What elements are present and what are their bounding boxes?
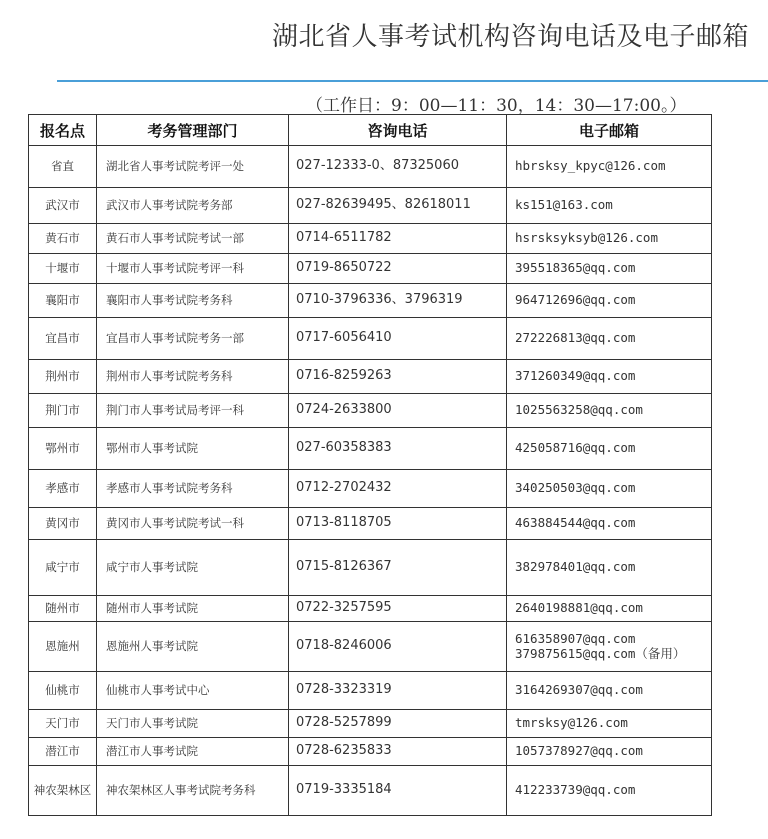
email-address: hsrsksyksyb@126.com xyxy=(515,230,658,246)
email-address: 616358907@qq.com xyxy=(515,631,636,647)
cell-city: 天门市 xyxy=(29,710,97,738)
cell-city: 咸宁市 xyxy=(29,540,97,596)
cell-city: 鄂州市 xyxy=(29,428,97,470)
cell-city: 恩施州 xyxy=(29,622,97,672)
cell-phone: 027-82639495、82618011 xyxy=(289,188,507,224)
table-row xyxy=(29,672,712,710)
cell-department: 恩施州人事考试院 xyxy=(97,622,289,672)
table-row xyxy=(29,318,712,360)
cell-department: 潜江市人事考试院 xyxy=(97,738,289,766)
cell-email xyxy=(507,318,712,360)
cell-email xyxy=(507,596,712,622)
table-row xyxy=(29,508,712,540)
cell-phone: 0714-6511782 xyxy=(289,224,507,254)
cell-department: 仙桃市人事考试中心 xyxy=(97,672,289,710)
email-address: 412233739@qq.com xyxy=(515,782,636,798)
email-address: 395518365@qq.com xyxy=(515,260,636,276)
contact-table xyxy=(28,114,712,816)
table-row xyxy=(29,394,712,428)
email-address: 425058716@qq.com xyxy=(515,440,636,456)
table-row xyxy=(29,766,712,816)
cell-city: 黄石市 xyxy=(29,224,97,254)
cell-email xyxy=(507,508,712,540)
email-address: 1025563258@qq.com xyxy=(515,402,643,418)
email-address: 340250503@qq.com xyxy=(515,480,636,496)
cell-phone: 0719-3335184 xyxy=(289,766,507,816)
cell-email xyxy=(507,470,712,508)
email-address: 1057378927@qq.com xyxy=(515,743,643,759)
table-row xyxy=(29,540,712,596)
cell-email xyxy=(507,710,712,738)
cell-phone: 0728-3323319 xyxy=(289,672,507,710)
cell-department: 十堰市人事考试院考评一科 xyxy=(97,254,289,284)
cell-email xyxy=(507,766,712,816)
email-address: hbrsksy_kpyc@126.com xyxy=(515,158,666,174)
cell-department: 湖北省人事考试院考评一处 xyxy=(97,146,289,188)
cell-phone: 0717-6056410 xyxy=(289,318,507,360)
table-row xyxy=(29,146,712,188)
cell-phone: 0716-8259263 xyxy=(289,360,507,394)
email-address: 382978401@qq.com xyxy=(515,559,636,575)
table-row xyxy=(29,738,712,766)
cell-phone: 0715-8126367 xyxy=(289,540,507,596)
cell-department: 荆门市人事考试局考评一科 xyxy=(97,394,289,428)
email-address: 964712696@qq.com xyxy=(515,292,636,308)
table-row xyxy=(29,254,712,284)
cell-phone: 0718-8246006 xyxy=(289,622,507,672)
page-title: 湖北省人事考试机构咨询电话及电子邮箱 xyxy=(272,22,750,52)
table-header-row xyxy=(29,115,712,146)
table-row xyxy=(29,470,712,508)
cell-phone: 027-60358383 xyxy=(289,428,507,470)
cell-city: 宜昌市 xyxy=(29,318,97,360)
table-row xyxy=(29,428,712,470)
cell-city: 仙桃市 xyxy=(29,672,97,710)
cell-department: 随州市人事考试院 xyxy=(97,596,289,622)
cell-department: 咸宁市人事考试院 xyxy=(97,540,289,596)
cell-email xyxy=(507,146,712,188)
header-registration-point: 报名点 xyxy=(29,115,97,146)
table-row xyxy=(29,710,712,738)
cell-phone: 0713-8118705 xyxy=(289,508,507,540)
cell-city: 荆门市 xyxy=(29,394,97,428)
cell-email xyxy=(507,284,712,318)
email-address: ks151@163.com xyxy=(515,197,613,213)
cell-phone: 027-12333-0、87325060 xyxy=(289,146,507,188)
title-divider xyxy=(57,80,768,82)
cell-department: 宜昌市人事考试院考务一部 xyxy=(97,318,289,360)
email-address: 463884544@qq.com xyxy=(515,515,636,531)
cell-department: 襄阳市人事考试院考务科 xyxy=(97,284,289,318)
cell-phone: 0728-6235833 xyxy=(289,738,507,766)
cell-phone: 0712-2702432 xyxy=(289,470,507,508)
email-address: tmrsksy@126.com xyxy=(515,715,628,731)
cell-city: 十堰市 xyxy=(29,254,97,284)
table-row xyxy=(29,622,712,672)
cell-department: 神农架林区人事考试院考务科 xyxy=(97,766,289,816)
header-email: 电子邮箱 xyxy=(507,115,712,146)
cell-email xyxy=(507,394,712,428)
cell-department: 黄石市人事考试院考试一部 xyxy=(97,224,289,254)
cell-department: 天门市人事考试院 xyxy=(97,710,289,738)
cell-phone: 0724-2633800 xyxy=(289,394,507,428)
email-address: 3164269307@qq.com xyxy=(515,682,643,698)
cell-city: 潜江市 xyxy=(29,738,97,766)
cell-phone: 0710-3796336、3796319 xyxy=(289,284,507,318)
cell-city: 随州市 xyxy=(29,596,97,622)
email-address: 379875615@qq.com（备用） xyxy=(515,645,686,661)
cell-email xyxy=(507,188,712,224)
cell-email xyxy=(507,738,712,766)
table-row xyxy=(29,360,712,394)
cell-city: 孝感市 xyxy=(29,470,97,508)
table-row xyxy=(29,188,712,224)
cell-city: 襄阳市 xyxy=(29,284,97,318)
cell-department: 荆州市人事考试院考务科 xyxy=(97,360,289,394)
cell-phone: 0722-3257595 xyxy=(289,596,507,622)
cell-department: 黄冈市人事考试院考试一科 xyxy=(97,508,289,540)
cell-city: 武汉市 xyxy=(29,188,97,224)
cell-email xyxy=(507,254,712,284)
cell-email xyxy=(507,428,712,470)
cell-email xyxy=(507,360,712,394)
email-address: 2640198881@qq.com xyxy=(515,600,643,616)
table-row xyxy=(29,284,712,318)
cell-email xyxy=(507,224,712,254)
table-row xyxy=(29,596,712,622)
header-phone: 咨询电话 xyxy=(289,115,507,146)
cell-department: 武汉市人事考试院考务部 xyxy=(97,188,289,224)
cell-city: 神农架林区 xyxy=(29,766,97,816)
email-address: 371260349@qq.com xyxy=(515,368,636,384)
cell-city: 黄冈市 xyxy=(29,508,97,540)
working-hours-note: （工作日：9：00—11：30，14：30—17:00。） xyxy=(306,96,687,116)
header-department: 考务管理部门 xyxy=(97,115,289,146)
cell-email xyxy=(507,672,712,710)
cell-phone: 0719-8650722 xyxy=(289,254,507,284)
cell-city: 荆州市 xyxy=(29,360,97,394)
cell-email xyxy=(507,622,712,672)
cell-city: 省直 xyxy=(29,146,97,188)
email-address: 272226813@qq.com xyxy=(515,330,636,346)
cell-department: 孝感市人事考试院考务科 xyxy=(97,470,289,508)
table-row xyxy=(29,224,712,254)
cell-email xyxy=(507,540,712,596)
cell-phone: 0728-5257899 xyxy=(289,710,507,738)
cell-department: 鄂州市人事考试院 xyxy=(97,428,289,470)
table-body xyxy=(29,146,712,816)
